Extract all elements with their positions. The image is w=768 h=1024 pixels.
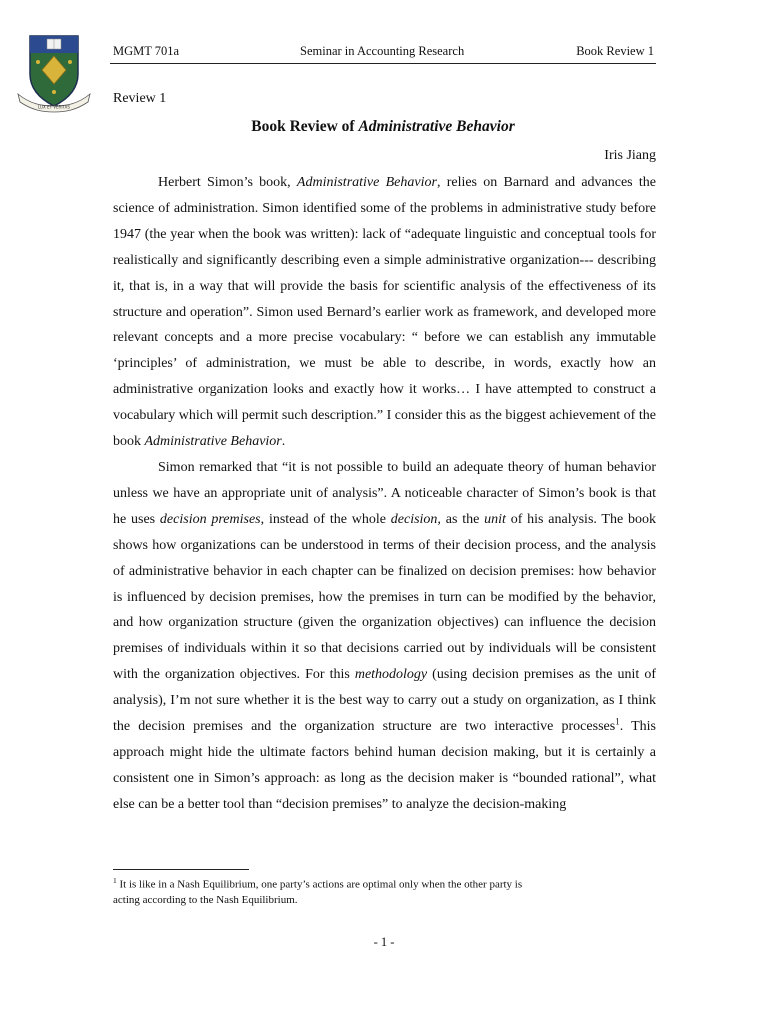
title-prefix: Book Review of bbox=[251, 118, 359, 135]
header-course: MGMT 701a bbox=[113, 44, 180, 58]
p1-book-title-2: Administrative Behavior bbox=[144, 434, 282, 450]
p1-seg-2: , relies on Barnard and advances the science of administration. Simon identified some of the problems in administrative study before 1947 (the year when the book was written): lack of “adequate linguistic and conceptual tools for realistically and significantly describing even a simple administrative organization--- describing it, that is, in a way that will provide the basis for scientific analysis of the effectiveness of its structure and operation”. Simon used Bernard’s earlier work as framework, and developed more relevant concepts and a more precise vocabulary: “ before we can establish any immutable ‘principles’ of administration, we must be able to describe, in words, exactly how an administrative organization looks and exactly how it works… I have attempted to construct a vocabulary which will permit such description.” I consider this as the biggest achievement of the book bbox=[113, 175, 656, 450]
footnote-reference[interactable]: 1 bbox=[615, 716, 620, 727]
paragraph-2 bbox=[113, 455, 656, 818]
p1-book-title: Administrative Behavior bbox=[296, 175, 437, 190]
document-title bbox=[110, 118, 656, 136]
header-course-title: Seminar in Accounting Research bbox=[300, 44, 465, 58]
p2-seg-6: of his analysis. The book shows how organizations can be understood in terms of their decision process, and the analysis of administrative behavior in each chapter can be finalized on decision premises: how behavior is influenced by decision premises, how the premises in turn can be modified by the behavior, and how organization structure (given the organization objectives) can influence the decision premises of individuals within it so that decisions carried out by individuals will be consistent with the organization objectives. For this bbox=[113, 511, 657, 683]
review-label: Review 1 bbox=[113, 91, 167, 106]
footnote bbox=[113, 873, 543, 908]
crest-shield-icon bbox=[16, 34, 92, 114]
p2-seg-10: . This approach might hide the ultimate factors behind human decision making, but it is certainly a consistent one in Simon’s approach: as long as the decision maker is “bounded rational”, what else can be a better tool than “decision premises” to analyze the decision-making bbox=[113, 719, 657, 812]
p2-seg-4: as the bbox=[440, 511, 485, 527]
footnote-text: It is like in a Nash Equilibrium, one party’s actions are optimal only when the other party is acting according to the Nash Equilibrium. bbox=[113, 878, 523, 906]
author-name: Iris Jiang bbox=[604, 148, 656, 163]
crest-motto: LUX ET VERITAS bbox=[38, 104, 70, 110]
title-book-name: Administrative Behavior bbox=[358, 118, 515, 135]
p2-decision: decision, bbox=[390, 511, 441, 527]
footnote-separator bbox=[113, 869, 249, 870]
footnote-marker: 1 bbox=[113, 876, 117, 885]
header-document-label: Book Review 1 bbox=[576, 44, 654, 58]
p2-seg-8: (using decision premises as the unit of analysis), I’m not sure whether it is the best way to carry out a study on organization, as I think the decision premises and the organization structure are two interactive processes bbox=[113, 667, 656, 735]
page-header bbox=[110, 44, 656, 64]
p2-decision-premises: decision premises bbox=[159, 511, 261, 527]
p1-seg-0: Herbert Simon’s book, bbox=[158, 175, 297, 190]
p2-unit: unit bbox=[484, 511, 506, 527]
p2-seg-2: , instead of the whole bbox=[260, 511, 391, 527]
p2-methodology: methodology bbox=[354, 667, 428, 683]
page-number: - 1 - bbox=[373, 935, 395, 949]
university-crest bbox=[16, 34, 92, 114]
body-text bbox=[113, 170, 656, 818]
paragraph-1 bbox=[113, 170, 656, 455]
p2-seg-0: Simon remarked that “it is not possible to build an adequate theory of human behavior unless we have an appropriate unit of analysis”. A noticeable character of Simon’s book is that he uses bbox=[113, 459, 656, 527]
p1-seg-4: . bbox=[281, 434, 286, 450]
